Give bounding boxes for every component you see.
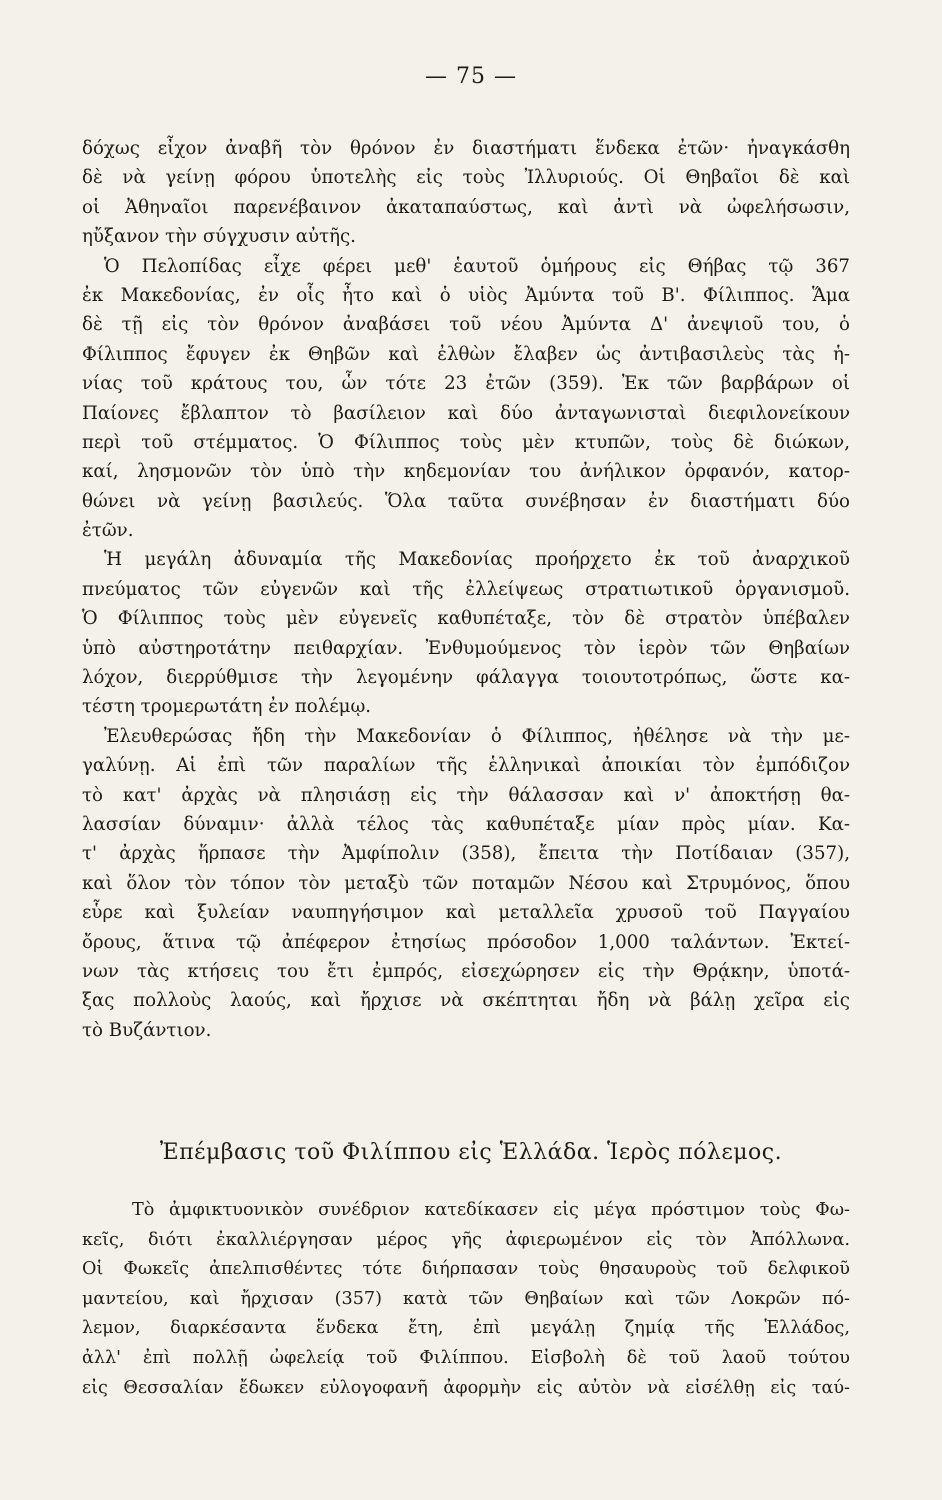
text-line: νων τὰς κτήσεις του ἔτι ἐμπρός, εἰσεχώρησεν εἰς τὴν Θρᾴκην, ὑποτά-	[82, 960, 850, 982]
section-heading: Ἐπέμβασις τοῦ Φιλίππου εἰς Ἑλλάδα. Ἱερὸς πόλεμος.	[159, 1140, 783, 1165]
text-line: τὸ Βυζάντιον.	[82, 1019, 212, 1041]
text-line: τ' ἀρχὰς ἥρπασε τὴν Ἀμφίπολιν (358), ἔπειτα τὴν Ποτίδαιαν (357),	[82, 843, 850, 865]
text-line: γαλύνῃ. Αἱ ἐπὶ τῶν παραλίων τῆς ἑλληνικαὶ ἀποικίαι τὸν ἐμπόδιζον	[82, 755, 850, 777]
text-line: κεῖς, διότι ἐκαλλιέργησαν μέρος γῆς ἀφιερωμένον εἰς τὸν Ἀπόλλωνα.	[82, 1229, 850, 1250]
text-line: ἀλλ' ἐπὶ πολλῇ ὠφελείᾳ τοῦ Φιλίππου. Εἰσβολὴ δὲ τοῦ λαοῦ τούτου	[82, 1347, 850, 1368]
text-line: Οἱ Φωκεῖς ἀπελπισθέντες τότε διήρπασαν τοὺς θησαυροὺς τοῦ δελφικοῦ	[82, 1259, 850, 1280]
text-line: μαντείου, καὶ ἤρχισαν (357) κατὰ τῶν Θηβαίων καὶ τῶν Λοκρῶν πό-	[82, 1288, 850, 1309]
text-line: ἐτῶν.	[82, 520, 134, 542]
text-line: λασσίαν δύναμιν· ἀλλὰ τέλος τὰς καθυπέταξε μίαν πρὸς μίαν. Κα-	[82, 813, 850, 835]
text-line: λεμον, διαρκέσαντα ἕνδεκα ἔτη, ἐπὶ μεγάλῃ ζημίᾳ τῆς Ἑλλάδος,	[82, 1318, 850, 1339]
text-line: Τὸ ἀμφικτυονικὸν συνέδριον κατεδίκασεν εἰς μέγα πρόστιμον τοὺς Φω-	[132, 1200, 850, 1220]
text-line: ηὔξανον τὴν σύγχυσιν αὐτῆς.	[82, 226, 356, 248]
text-line: καὶ ὅλον τὸν τόπον τὸν μεταξὺ τῶν ποταμῶν Νέσου καὶ Στρυμόνος, ὅπου	[82, 872, 850, 894]
text-line: ὑπὸ αὐστηροτάτην πειθαρχίαν. Ἐνθυμούμενος τὸν ἱερὸν τῶν Θηβαίων	[82, 637, 850, 659]
text-line: εὗρε καὶ ξυλείαν ναυπηγήσιμον καὶ μεταλλεῖα χρυσοῦ τοῦ Παγγαίου	[82, 902, 850, 924]
text-line: εἰς Θεσσαλίαν ἔδωκεν εὐλογοφανῆ ἀφορμὴν εἰς αὐτὸν νὰ εἰσέλθῃ εἰς ταύ-	[82, 1377, 850, 1398]
text-line: δὲ νὰ γείνῃ φόρου ὑποτελὴς εἰς τοὺς Ἰλλυριούς. Οἱ Θηβαῖοι δὲ καὶ	[82, 167, 850, 189]
body-text-main	[82, 134, 850, 1045]
text-line: περὶ τοῦ στέμματος. Ὁ Φίλιππος τοὺς μὲν κτυπῶν, τοὺς δὲ διώκων,	[82, 431, 850, 453]
text-line: θώνει νὰ γείνῃ βασιλεύς. Ὅλα ταῦτα συνέβησαν ἐν διαστήματι δύο	[82, 490, 850, 512]
text-line: τὸ κατ' ἀρχὰς νὰ πλησιάσῃ εἰς τὴν θάλασσαν καὶ ν' ἀποκτήσῃ θα-	[82, 784, 850, 806]
text-line: λόχον, διερρύθμισε τὴν λεγομένην φάλαγγα τοιουτοτρόπως, ὥστε κα-	[82, 667, 850, 689]
text-line: ὄρους, ἅτινα τῷ ἀπέφερον ἐτησίως πρόσοδον 1,000 ταλάντων. Ἐκτεί-	[82, 931, 850, 953]
text-line: τέστη τρομερωτάτη ἐν πολέμῳ.	[82, 696, 372, 718]
text-line: νίας τοῦ κράτους του, ὧν τότε 23 ἐτῶν (359). Ἐκ τῶν βαρβάρων οἱ	[82, 373, 850, 395]
text-line: ξας πολλοὺς λαούς, καὶ ἤρχισε νὰ σκέπτηται ἤδη νὰ βάλῃ χεῖρα εἰς	[82, 990, 850, 1012]
text-line: Ὁ Φίλιππος τοὺς μὲν εὐγενεῖς καθυπέταξε, τὸν δὲ στρατὸν ὑπέβαλεν	[82, 608, 850, 630]
text-line: Ὁ Πελοπίδας εἶχε φέρει μεθ' ἑαυτοῦ ὁμήρους εἰς Θήβας τῷ 367	[104, 255, 850, 277]
page-number: — 75 —	[425, 64, 517, 89]
text-line: Ἡ μεγάλη ἀδυναμία τῆς Μακεδονίας προήρχετο ἐκ τοῦ ἀναρχικοῦ	[104, 549, 850, 571]
text-line: πνεύματος τῶν εὐγενῶν καὶ τῆς ἐλλείψεως στρατιωτικοῦ ὀργανισμοῦ.	[82, 578, 850, 600]
text-line: Ἐλευθερώσας ἤδη τὴν Μακεδονίαν ὁ Φίλιππος, ἠθέλησε νὰ τὴν με-	[104, 725, 850, 747]
text-line: οἱ Ἀθηναῖοι παρενέβαινον ἀκαταπαύστως, καὶ ἀντὶ νὰ ὠφελήσωσιν,	[82, 196, 850, 218]
body-text-section	[82, 1196, 850, 1403]
text-line: Παίονες ἔβλαπτον τὸ βασίλειον καὶ δύο ἀνταγωνισταὶ διεφιλονείκουν	[82, 402, 850, 424]
text-line: δὲ τῇ εἰς τὸν θρόνον ἀναβάσει τοῦ νέου Ἀμύντα Δ' ἀνεψιοῦ του, ὁ	[82, 314, 850, 336]
text-line: καί, λησμονῶν τὸν ὑπὸ τὴν κηδεμονίαν του ἀνήλικον ὀρφανόν, κατορ-	[82, 461, 850, 483]
text-line: ἐκ Μακεδονίας, ἐν οἷς ἦτο καὶ ὁ υἱὸς Ἀμύντα τοῦ Β'. Φίλιππος. Ἅμα	[82, 284, 850, 306]
text-line: Φίλιππος ἔφυγεν ἐκ Θηβῶν καὶ ἐλθὼν ἔλαβεν ὡς ἀντιβασιλεὺς τὰς ἡ-	[82, 343, 850, 365]
text-line: δόχως εἶχον ἀναβῆ τὸν θρόνον ἐν διαστήματι ἕνδεκα ἐτῶν· ἠναγκάσθη	[82, 138, 850, 159]
